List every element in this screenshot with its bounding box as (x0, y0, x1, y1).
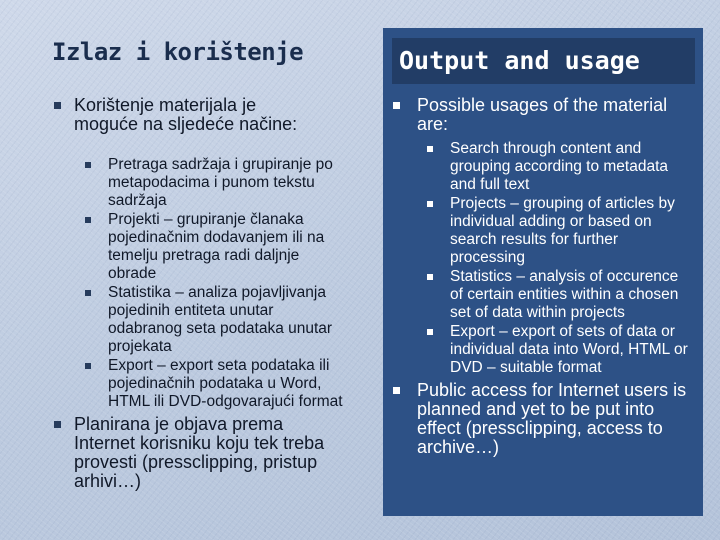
square-bullet-icon (85, 290, 91, 296)
right-item-2 (391, 381, 696, 457)
left-item-2-text: Planirana je objava prema Internet korisniku koju tek treba provesti (pressclipping, pristup arhivi…) (74, 414, 325, 491)
square-bullet-icon (85, 217, 91, 223)
left-item-1-text: Korištenje materijala je moguće na sljedeće načine: (74, 95, 298, 134)
square-bullet-icon (393, 387, 400, 394)
left-subitem-4 (74, 357, 352, 411)
left-item-1 (52, 96, 352, 411)
left-subitem-3 (74, 284, 352, 356)
left-bullet-list (52, 96, 352, 491)
right-panel (383, 28, 703, 516)
right-subitem-4-text: Export – export of sets of data or individual data into Word, HTML or DVD – suitable format (450, 323, 688, 376)
right-subitem-3 (417, 268, 696, 322)
right-subitem-3-text: Statistics – analysis of occurence of certain entities within a chosen set of data within projects (450, 268, 679, 321)
square-bullet-icon (427, 274, 433, 280)
right-subitem-2-text: Projects – grouping of articles by individual adding or based on search results for further processing (450, 195, 675, 266)
left-subitem-3-text: Statistika – analiza pojavljivanja pojedinih entiteta unutar odabranog seta podataka unutar projekata (108, 284, 333, 355)
right-subitem-2 (417, 195, 696, 267)
square-bullet-icon (85, 363, 91, 369)
left-subitem-1-text: Pretraga sadržaja i grupiranje po metapodacima i punom tekstu sadržaja (108, 156, 333, 209)
square-bullet-icon (427, 201, 433, 207)
right-item-2-text: Public access for Internet users is planned and yet to be put into effect (pressclipping, access to archive…) (417, 380, 687, 457)
right-item-1-text: Possible usages of the material are: (417, 95, 668, 134)
square-bullet-icon (54, 102, 61, 109)
square-bullet-icon (85, 162, 91, 168)
left-subitem-4-text: Export – export seta podataka ili pojedinačnih podataka u Word, HTML ili DVD-odgovarajući format (108, 357, 343, 410)
left-subitem-1 (74, 156, 352, 210)
left-title: Izlaz i korištenje (52, 38, 304, 66)
square-bullet-icon (427, 329, 433, 335)
left-subitem-2-text: Projekti – grupiranje članaka pojedinačnim dodavanjem ili na temelju pretraga radi daljnje obrade (108, 211, 325, 282)
right-subitem-1 (417, 140, 696, 194)
left-subitem-2 (74, 211, 352, 283)
left-item-2 (52, 415, 352, 491)
right-item-1 (391, 96, 696, 377)
left-sublist (74, 156, 352, 411)
right-sublist (417, 140, 696, 377)
right-bullet-list (391, 96, 696, 457)
square-bullet-icon (54, 421, 61, 428)
right-subitem-1-text: Search through content and grouping according to metadata and full text (450, 140, 669, 193)
square-bullet-icon (427, 146, 433, 152)
right-title-text: Output and usage (399, 46, 640, 75)
square-bullet-icon (393, 102, 400, 109)
right-subitem-4 (417, 323, 696, 377)
right-title (392, 38, 695, 84)
